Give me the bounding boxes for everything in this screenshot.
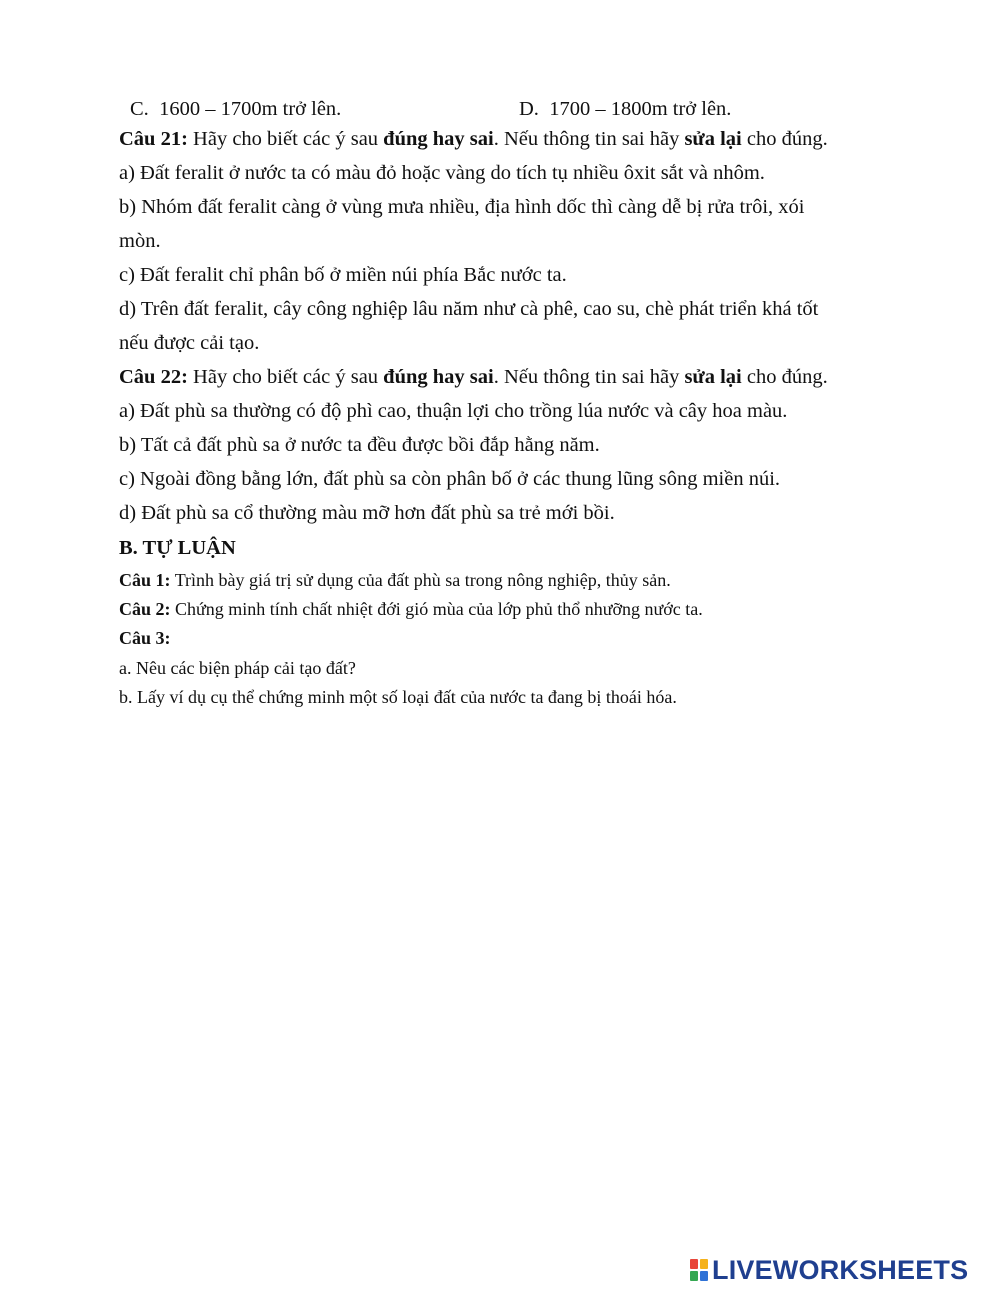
question-21-bold-2: sửa lại [684, 128, 742, 150]
question-22-item-d: d) Đất phù sa cổ thường màu mỡ hơn đất phù sa trẻ mới bồi. [119, 502, 615, 524]
liveworksheets-logo-icon [690, 1259, 708, 1281]
question-22-item-b: b) Tất cả đất phù sa ở nước ta đều được bồi đắp hằng năm. [119, 434, 600, 456]
essay-question-3-label: Câu 3: [119, 628, 171, 648]
question-21-intro-3: cho đúng. [741, 128, 828, 150]
question-21-intro-2: . Nếu thông tin sai hãy [493, 128, 685, 150]
section-b-heading [119, 535, 236, 561]
essay-question-3 [119, 626, 171, 650]
question-22-item-a: a) Đất phù sa thường có độ phì cao, thuận lợi cho trồng lúa nước và cây hoa màu. [119, 400, 788, 422]
option-c [130, 96, 341, 122]
essay-question-3-part-a: a. Nêu các biện pháp cải tạo đất? [119, 658, 356, 678]
essay-question-1 [119, 568, 671, 592]
essay-question-1-label: Câu 1: [119, 570, 171, 590]
question-21-prompt [119, 126, 828, 152]
question-21-item-d-line2: nếu được cải tạo. [119, 332, 260, 354]
question-22-bold-2: sửa lại [684, 366, 742, 388]
question-22-prompt [119, 364, 828, 390]
logo-block-3 [690, 1271, 698, 1281]
liveworksheets-logo [690, 1253, 968, 1287]
question-22-intro-3: cho đúng. [741, 366, 828, 388]
question-21-item-c: c) Đất feralit chỉ phân bố ở miền núi phía Bắc nước ta. [119, 264, 567, 286]
logo-block-4 [700, 1271, 708, 1281]
question-21-intro-1: Hãy cho biết các ý sau [187, 128, 384, 150]
option-d [519, 96, 731, 122]
question-22-intro-1: Hãy cho biết các ý sau [187, 366, 384, 388]
option-c-letter: C. [130, 98, 149, 120]
question-22-item-c: c) Ngoài đồng bằng lớn, đất phù sa còn phân bố ở các thung lũng sông miền núi. [119, 468, 781, 490]
question-21-label: Câu 21: [119, 128, 188, 150]
question-22-bold-1: đúng hay sai [383, 366, 494, 388]
essay-question-2 [119, 597, 703, 621]
logo-block-2 [700, 1259, 708, 1269]
logo-block-1 [690, 1259, 698, 1269]
liveworksheets-logo-text: LIVEWORKSHEETS [712, 1254, 969, 1285]
question-22-intro-2: . Nếu thông tin sai hãy [493, 366, 685, 388]
option-d-letter: D. [519, 98, 539, 120]
essay-question-2-text: Chứng minh tính chất nhiệt đới gió mùa của lớp phủ thổ nhưỡng nước ta. [170, 599, 703, 619]
option-c-text: 1600 – 1700m trở lên. [159, 98, 342, 120]
question-21-item-b-line1: b) Nhóm đất feralit càng ở vùng mưa nhiều, địa hình dốc thì càng dễ bị rửa trôi, xói [119, 196, 805, 218]
question-21-item-a: a) Đất feralit ở nước ta có màu đỏ hoặc vàng do tích tụ nhiều ôxit sắt và nhôm. [119, 162, 765, 184]
option-d-text: 1700 – 1800m trở lên. [549, 98, 732, 120]
essay-question-3-part-b: b. Lấy ví dụ cụ thể chứng minh một số loại đất của nước ta đang bị thoái hóa. [119, 687, 677, 707]
question-21-item-b-line2: mòn. [119, 230, 161, 252]
question-21-bold-1: đúng hay sai [383, 128, 494, 150]
section-b-heading-text: B. TỰ LUẬN [119, 537, 236, 559]
question-22-label: Câu 22: [119, 366, 188, 388]
question-21-item-d-line1: d) Trên đất feralit, cây công nghiệp lâu năm như cà phê, cao su, chè phát triển khá tốt [119, 298, 819, 320]
essay-question-2-label: Câu 2: [119, 599, 171, 619]
essay-question-1-text: Trình bày giá trị sử dụng của đất phù sa trong nông nghiệp, thủy sản. [170, 570, 671, 590]
